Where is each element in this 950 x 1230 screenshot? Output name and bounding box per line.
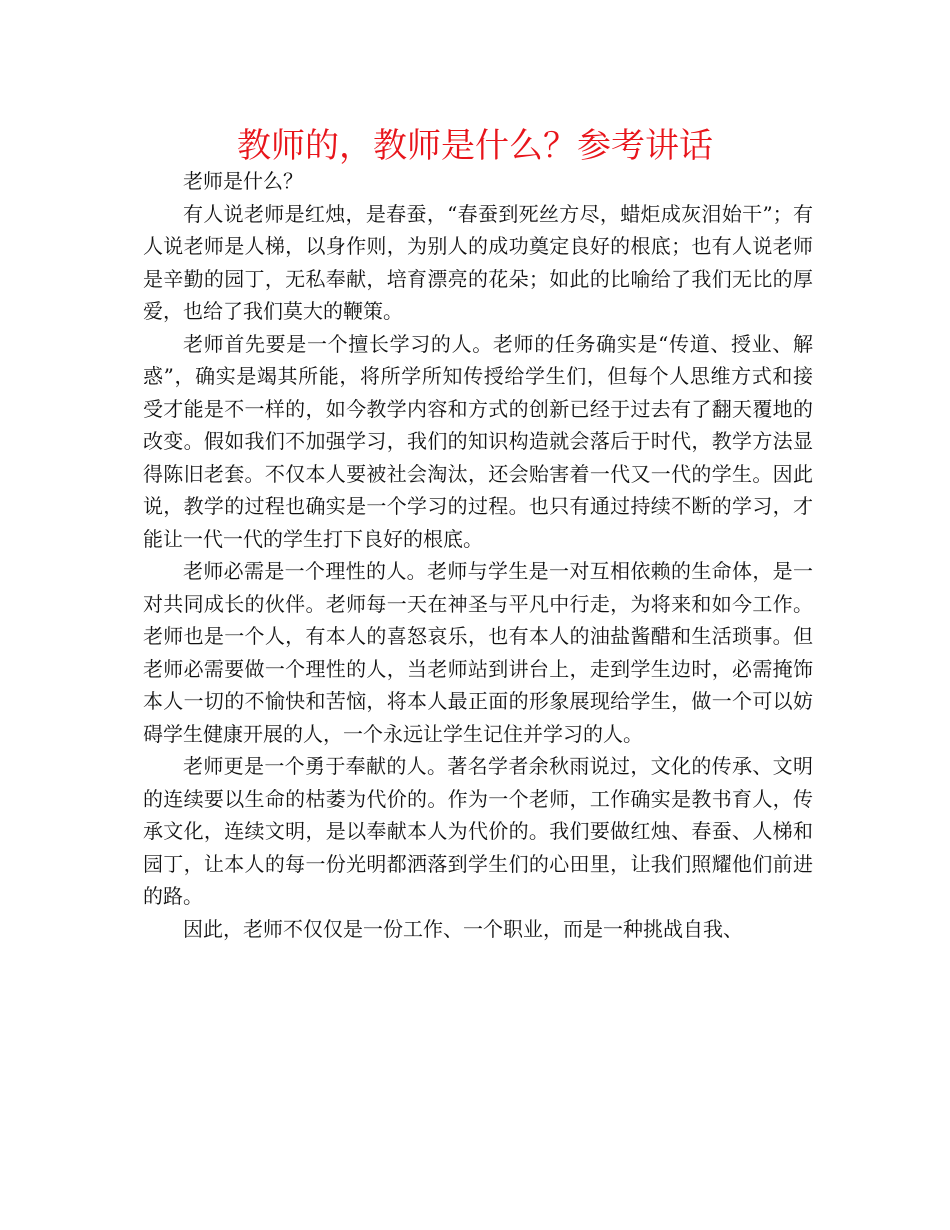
paragraph-what-is-teacher: 老师是什么？ — [183, 169, 303, 193]
document-body — [143, 165, 813, 945]
paragraph-learning: 老师首先要是一个擅长学习的人。老师的任务确实是“传道、授业、解惑”，确实是竭其所能，将所学所知传授给学生们，但每个人思维方式和接受才能是不一样的，如今教学内容和方式的创新已经于过去有了翻天覆地的改变。假如我们不加强学习，我们的知识构造就会落后于时代，教学方法显得陈旧老套。不仅本人要被社会淘汰，还会贻害着一代又一代的学生。因此说，教学的过程也确实是一个学习的过程。也只有通过持续不断的学习，才能让一代一代的学生打下良好的根底。 — [143, 331, 813, 551]
paragraph-conclusion: 因此，老师不仅仅是一份工作、一个职业，而是一种挑战自我、 — [183, 916, 743, 941]
document-title: 教师的，教师是什么？参考讲话 — [237, 126, 713, 166]
paragraph-rational: 老师必需是一个理性的人。老师与学生是一对互相依赖的生命体，是一对共同成长的伙伴。老师每一天在神圣与平凡中行走，为将来和如今工作。老师也是一个人，有本人的喜怒哀乐，也有本人的油盐酱醋和生活琐事。但老师必需要做一个理性的人，当老师站到讲台上，走到学生边时，必需掩饰本人一切的不愉快和苦恼，将本人最正面的形象展现给学生，做一个可以妨碍学生健康开展的人，一个永远让学生记住并学习的人。 — [143, 559, 813, 746]
paragraph-metaphors: 有人说老师是红烛，是春蚕，“春蚕到死丝方尽，蜡炬成灰泪始干”；有人说老师是人梯，以身作则，为别人的成功奠定良好的根底；也有人说老师是辛勤的园丁，无私奉献，培育漂亮的花朵；如此的比喻给了我们无比的厚爱，也给了我们莫大的鞭策。 — [143, 201, 813, 323]
paragraph-dedication: 老师更是一个勇于奉献的人。著名学者余秋雨说过，文化的传承、文明的连续要以生命的枯萎为代价的。作为一个老师，工作确实是教书育人，传承文化，连续文明，是以奉献本人为代价的。我们要做红烛、春蚕、人梯和园丁，让本人的每一份光明都洒落到学生们的心田里，让我们照耀他们前进的路。 — [143, 754, 813, 908]
